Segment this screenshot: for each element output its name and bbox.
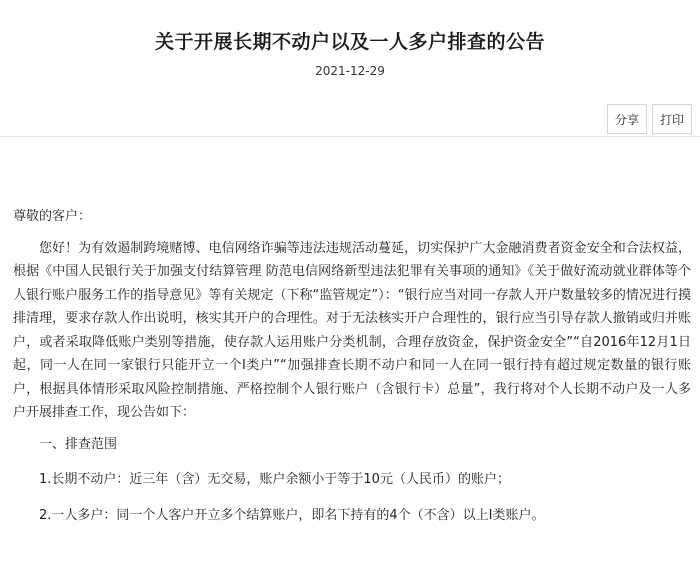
announcement-body	[13, 205, 691, 527]
page-title: 关于开展长期不动户以及一人多户排查的公告	[154, 31, 545, 53]
publish-date: 2021-12-29	[315, 64, 385, 78]
scope-item-dormant-account: 1.长期不动户：近三年（含）无交易，账户余额小于等于10元（人民币）的账户；	[39, 472, 510, 487]
share-button[interactable]: 分享	[607, 104, 647, 134]
section-heading-scope: 一、排查范围	[39, 436, 118, 452]
print-button[interactable]: 打印	[652, 104, 692, 134]
body-paragraph: 您好！为有效遏制跨境赌博、电信网络诈骗等违法违规活动蔓延，切实保护广大金融消费者资金安全和合法权益，根据《中国人民银行关于加强支付结算管理 防范电信网络新型违法犯罪有关事项的通知》《关于做好流动就业群体等个人银行账户服务工作的指导意见》等有关规定（下称“监管规定”）：“银行应当对同一存款人开户数量较多的情况进行摸排清理，要求存款人作出说明，核实其开户的合理性。对于无法核实开户合理性的，银行应当引导存款人撤销或归并账户，或者采取降低账户类别等措施，使存款人运用账户分类机制，合理存放资金，保护资金安全”“自2016年12月1日起，同一人在同一家银行只能开立一个I类户”“加强排查长期不动户和同一人在同一银行持有超过规定数量的银行账户，根据具体情形采取风险控制措施、严格控制个人银行账户（含银行卡）总量”，我行将对个人长期不动户及一人多户开展排查工作，现公告如下：	[13, 240, 691, 420]
scope-item-multiple-accounts: 2.一人多户：同一个人客户开立多个结算账户，即名下持有的4个（不含）以上I类账户。	[39, 507, 545, 523]
header-divider	[0, 136, 700, 137]
salutation: 尊敬的客户：	[13, 209, 92, 224]
toolbar	[607, 104, 692, 134]
